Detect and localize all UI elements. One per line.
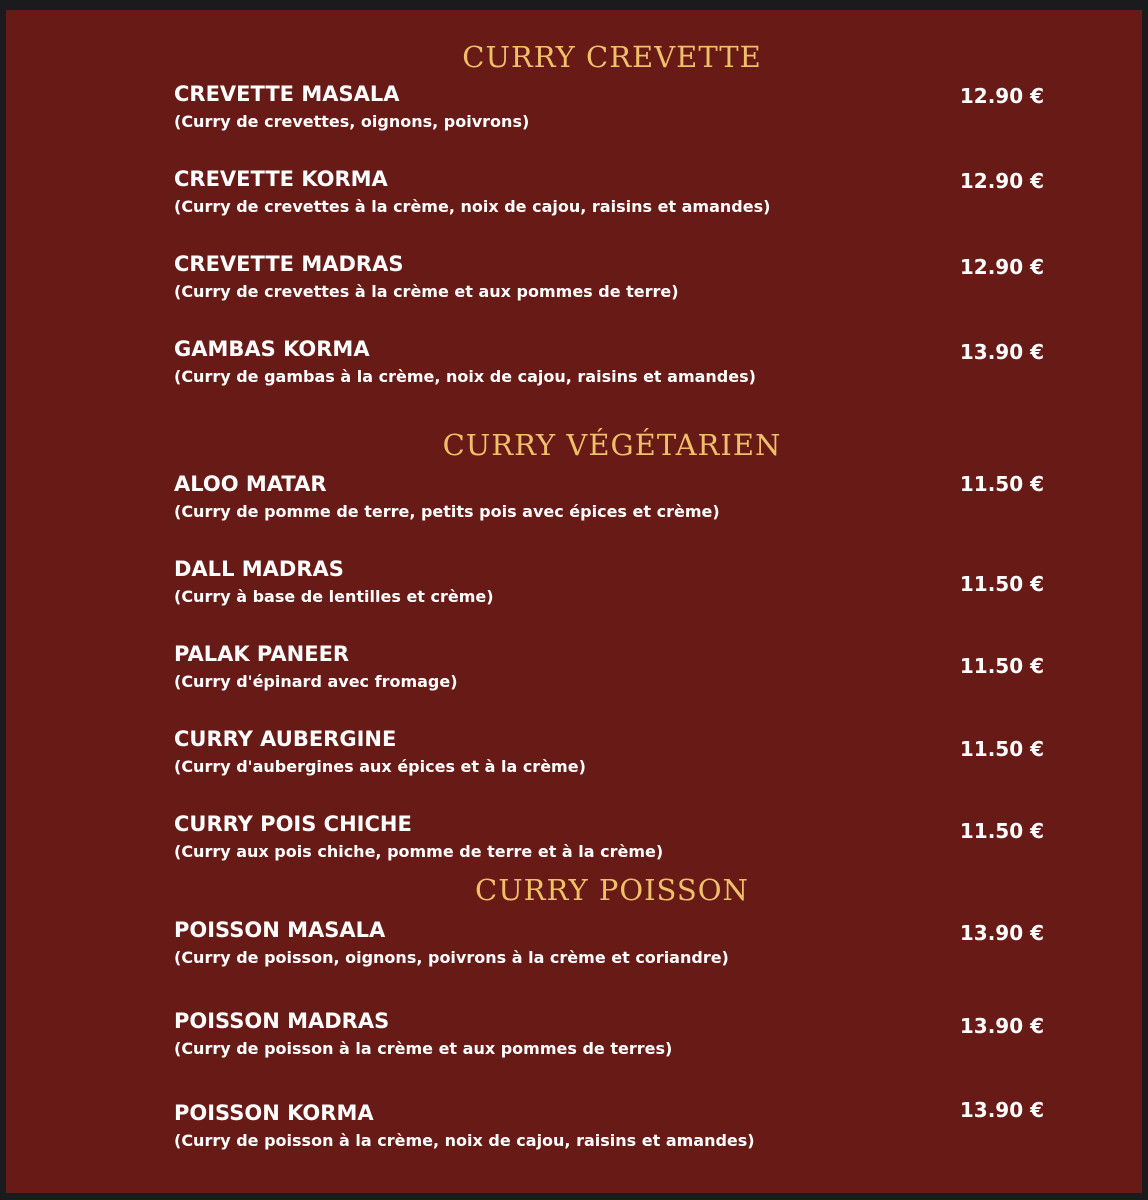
item-name: CURRY POIS CHICHE (174, 812, 412, 836)
item-name: POISSON KORMA (174, 1101, 374, 1125)
menu-item-palak-paneer (174, 642, 1044, 702)
item-name: POISSON MASALA (174, 918, 386, 942)
item-description: (Curry de poisson à la crème, noix de cajou, raisins et amandes) (174, 1131, 755, 1150)
item-price: 11.50 € (959, 472, 1044, 496)
menu-page (6, 10, 1142, 1193)
item-name: DALL MADRAS (174, 557, 344, 581)
item-description: (Curry à base de lentilles et crème) (174, 587, 494, 606)
item-name: GAMBAS KORMA (174, 337, 370, 361)
menu-item-crevette-masala (174, 82, 1044, 142)
item-price: 11.50 € (959, 819, 1044, 843)
item-description: (Curry de poisson, oignons, poivrons à la crème et coriandre) (174, 948, 729, 967)
item-name: CURRY AUBERGINE (174, 727, 397, 751)
item-name: CREVETTE KORMA (174, 167, 388, 191)
menu-item-crevette-madras (174, 252, 1044, 312)
item-description: (Curry aux pois chiche, pomme de terre et à la crème) (174, 842, 664, 861)
menu-item-dall-madras (174, 557, 1044, 617)
menu-item-poisson-madras (174, 1009, 1044, 1069)
item-name: ALOO MATAR (174, 472, 327, 496)
menu-item-curry-aubergine (174, 727, 1044, 787)
section-title-curry-crevette: CURRY CREVETTE (462, 40, 762, 74)
item-price: 11.50 € (959, 654, 1044, 678)
item-description: (Curry de poisson à la crème et aux pommes de terres) (174, 1039, 673, 1058)
item-price: 13.90 € (959, 340, 1044, 364)
item-description: (Curry de crevettes à la crème, noix de cajou, raisins et amandes) (174, 197, 771, 216)
section-title-curry-poisson: CURRY POISSON (475, 873, 749, 907)
menu-item-gambas-korma (174, 337, 1044, 397)
item-description: (Curry de pomme de terre, petits pois avec épices et crème) (174, 502, 720, 521)
item-name: CREVETTE MASALA (174, 82, 400, 106)
item-price: 11.50 € (959, 572, 1044, 596)
section-title-curry-vegetarien: CURRY VÉGÉTARIEN (442, 428, 782, 462)
menu-item-crevette-korma (174, 167, 1044, 227)
item-price: 13.90 € (959, 921, 1044, 945)
item-description: (Curry de crevettes, oignons, poivrons) (174, 112, 530, 131)
item-price: 13.90 € (959, 1014, 1044, 1038)
item-price: 12.90 € (959, 84, 1044, 108)
item-description: (Curry de crevettes à la crème et aux pommes de terre) (174, 282, 679, 301)
item-description: (Curry d'aubergines aux épices et à la crème) (174, 757, 586, 776)
item-price: 13.90 € (959, 1098, 1044, 1122)
item-price: 12.90 € (959, 169, 1044, 193)
menu-item-poisson-masala (174, 918, 1044, 978)
menu-item-poisson-korma (174, 1098, 1044, 1161)
menu-item-aloo-matar (174, 472, 1044, 532)
item-description: (Curry de gambas à la crème, noix de cajou, raisins et amandes) (174, 367, 756, 386)
item-name: CREVETTE MADRAS (174, 252, 404, 276)
item-name: POISSON MADRAS (174, 1009, 390, 1033)
item-price: 11.50 € (959, 737, 1044, 761)
item-name: PALAK PANEER (174, 642, 350, 666)
menu-item-curry-pois-chiche (174, 812, 1044, 872)
item-description: (Curry d'épinard avec fromage) (174, 672, 458, 691)
item-price: 12.90 € (959, 255, 1044, 279)
